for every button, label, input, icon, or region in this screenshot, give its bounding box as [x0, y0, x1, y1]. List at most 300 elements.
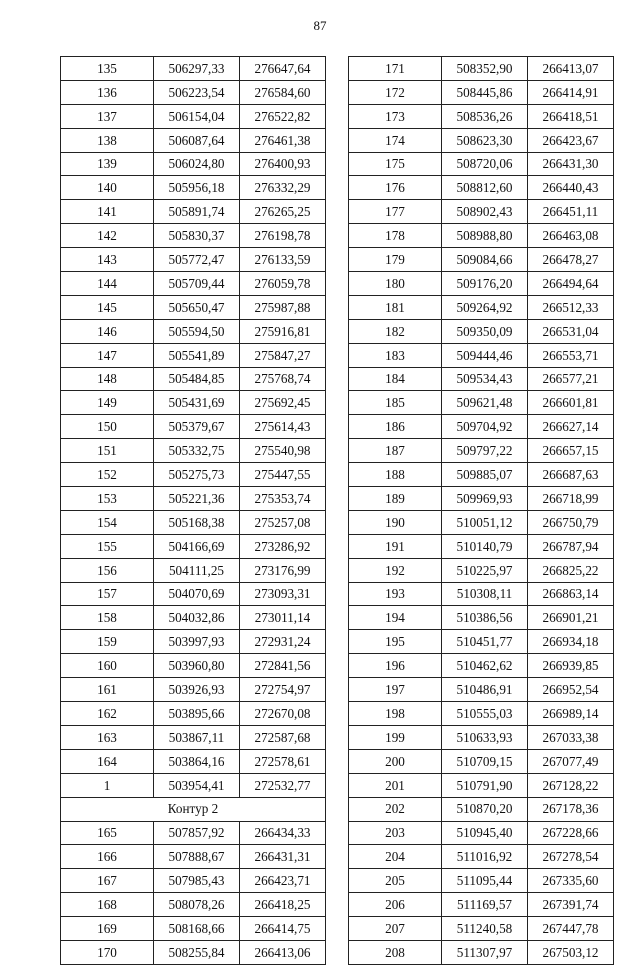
table-row: [349, 725, 614, 749]
point-number-cell: 187: [349, 439, 442, 463]
y-coordinate-cell: 266863,14: [528, 582, 614, 606]
table-row: [61, 582, 326, 606]
table-row: [349, 702, 614, 726]
x-coordinate-cell: 505379,67: [154, 415, 240, 439]
x-coordinate-cell: 505168,38: [154, 510, 240, 534]
table-row: [61, 510, 326, 534]
point-number-cell: 147: [61, 343, 154, 367]
y-coordinate-cell: 267077,49: [528, 749, 614, 773]
table-row: [61, 439, 326, 463]
point-number-cell: 202: [349, 797, 442, 821]
x-coordinate-cell: 509969,93: [442, 487, 528, 511]
table-row: [61, 678, 326, 702]
y-coordinate-cell: 272754,97: [240, 678, 326, 702]
table-row: [61, 940, 326, 964]
x-coordinate-cell: 505332,75: [154, 439, 240, 463]
y-coordinate-cell: 275987,88: [240, 295, 326, 319]
y-coordinate-cell: 266553,71: [528, 343, 614, 367]
table-row: [349, 463, 614, 487]
table-row: [61, 295, 326, 319]
x-coordinate-cell: 508902,43: [442, 200, 528, 224]
x-coordinate-cell: 504032,86: [154, 606, 240, 630]
y-coordinate-cell: 266825,22: [528, 558, 614, 582]
point-number-cell: 186: [349, 415, 442, 439]
section-header-row: [61, 797, 326, 821]
x-coordinate-cell: 510633,93: [442, 725, 528, 749]
point-number-cell: 183: [349, 343, 442, 367]
x-coordinate-cell: 509444,46: [442, 343, 528, 367]
y-coordinate-cell: 267391,74: [528, 893, 614, 917]
table-row: [61, 463, 326, 487]
point-number-cell: 158: [61, 606, 154, 630]
table-row: [349, 367, 614, 391]
y-coordinate-cell: 272670,08: [240, 702, 326, 726]
y-coordinate-cell: 266478,27: [528, 248, 614, 272]
table-row: [349, 510, 614, 534]
y-coordinate-cell: 266413,07: [528, 57, 614, 81]
x-coordinate-cell: 505541,89: [154, 343, 240, 367]
x-coordinate-cell: 509534,43: [442, 367, 528, 391]
table-row: [61, 415, 326, 439]
x-coordinate-cell: 503864,16: [154, 749, 240, 773]
point-number-cell: 168: [61, 893, 154, 917]
point-number-cell: 185: [349, 391, 442, 415]
table-row: [349, 104, 614, 128]
point-number-cell: 172: [349, 80, 442, 104]
y-coordinate-cell: 273286,92: [240, 534, 326, 558]
y-coordinate-cell: 266434,33: [240, 821, 326, 845]
x-coordinate-cell: 503867,11: [154, 725, 240, 749]
y-coordinate-cell: 276265,25: [240, 200, 326, 224]
table-row: [349, 80, 614, 104]
point-number-cell: 180: [349, 272, 442, 296]
x-coordinate-cell: 503954,41: [154, 773, 240, 797]
y-coordinate-cell: 276332,29: [240, 176, 326, 200]
point-number-cell: 1: [61, 773, 154, 797]
x-coordinate-cell: 510486,91: [442, 678, 528, 702]
x-coordinate-cell: 506223,54: [154, 80, 240, 104]
y-coordinate-cell: 276522,82: [240, 104, 326, 128]
y-coordinate-cell: 267178,36: [528, 797, 614, 821]
y-coordinate-cell: 273176,99: [240, 558, 326, 582]
point-number-cell: 166: [61, 845, 154, 869]
point-number-cell: 203: [349, 821, 442, 845]
x-coordinate-cell: 511240,58: [442, 917, 528, 941]
table-row: [349, 654, 614, 678]
page-number: 87: [313, 18, 327, 33]
table-row: [61, 487, 326, 511]
y-coordinate-cell: 267447,78: [528, 917, 614, 941]
point-number-cell: 149: [61, 391, 154, 415]
point-number-cell: 173: [349, 104, 442, 128]
table-row: [349, 57, 614, 81]
x-coordinate-cell: 510225,97: [442, 558, 528, 582]
x-coordinate-cell: 511095,44: [442, 869, 528, 893]
x-coordinate-cell: 510051,12: [442, 510, 528, 534]
x-coordinate-cell: 506087,64: [154, 128, 240, 152]
table-row: [349, 224, 614, 248]
x-coordinate-cell: 509797,22: [442, 439, 528, 463]
y-coordinate-cell: 273011,14: [240, 606, 326, 630]
y-coordinate-cell: 276059,78: [240, 272, 326, 296]
y-coordinate-cell: 266423,71: [240, 869, 326, 893]
y-coordinate-cell: 275540,98: [240, 439, 326, 463]
x-coordinate-cell: 510555,03: [442, 702, 528, 726]
point-number-cell: 199: [349, 725, 442, 749]
x-coordinate-cell: 510791,90: [442, 773, 528, 797]
point-number-cell: 175: [349, 152, 442, 176]
x-coordinate-cell: 508536,26: [442, 104, 528, 128]
table-row: [61, 821, 326, 845]
y-coordinate-cell: 272841,56: [240, 654, 326, 678]
x-coordinate-cell: 511169,57: [442, 893, 528, 917]
x-coordinate-cell: 504166,69: [154, 534, 240, 558]
table-row: [61, 606, 326, 630]
point-number-cell: 205: [349, 869, 442, 893]
point-number-cell: 192: [349, 558, 442, 582]
point-number-cell: 143: [61, 248, 154, 272]
point-number-cell: 171: [349, 57, 442, 81]
point-number-cell: 165: [61, 821, 154, 845]
point-number-cell: 196: [349, 654, 442, 678]
point-number-cell: 157: [61, 582, 154, 606]
table-row: [349, 917, 614, 941]
y-coordinate-cell: 266512,33: [528, 295, 614, 319]
table-row: [349, 869, 614, 893]
table-row: [349, 797, 614, 821]
y-coordinate-cell: 272931,24: [240, 630, 326, 654]
x-coordinate-cell: 510945,40: [442, 821, 528, 845]
table-row: [61, 773, 326, 797]
point-number-cell: 174: [349, 128, 442, 152]
x-coordinate-cell: 510386,56: [442, 606, 528, 630]
y-coordinate-cell: 266657,15: [528, 439, 614, 463]
y-coordinate-cell: 275768,74: [240, 367, 326, 391]
x-coordinate-cell: 505484,85: [154, 367, 240, 391]
y-coordinate-cell: 276461,38: [240, 128, 326, 152]
y-coordinate-cell: 266418,25: [240, 893, 326, 917]
x-coordinate-cell: 508352,90: [442, 57, 528, 81]
point-number-cell: 140: [61, 176, 154, 200]
point-number-cell: 167: [61, 869, 154, 893]
point-number-cell: 182: [349, 319, 442, 343]
x-coordinate-cell: 505650,47: [154, 295, 240, 319]
coordinates-table-right: [348, 56, 614, 965]
y-coordinate-cell: 266494,64: [528, 272, 614, 296]
table-row: [349, 248, 614, 272]
point-number-cell: 152: [61, 463, 154, 487]
y-coordinate-cell: 266414,75: [240, 917, 326, 941]
y-coordinate-cell: 266627,14: [528, 415, 614, 439]
table-row: [349, 678, 614, 702]
point-number-cell: 179: [349, 248, 442, 272]
point-number-cell: 198: [349, 702, 442, 726]
table-row: [61, 749, 326, 773]
x-coordinate-cell: 510451,77: [442, 630, 528, 654]
x-coordinate-cell: 508078,26: [154, 893, 240, 917]
x-coordinate-cell: 507985,43: [154, 869, 240, 893]
point-number-cell: 194: [349, 606, 442, 630]
point-number-cell: 144: [61, 272, 154, 296]
y-coordinate-cell: 276198,78: [240, 224, 326, 248]
point-number-cell: 145: [61, 295, 154, 319]
table-row: [61, 152, 326, 176]
table-row: [349, 391, 614, 415]
point-number-cell: 170: [61, 940, 154, 964]
point-number-cell: 190: [349, 510, 442, 534]
point-number-cell: 193: [349, 582, 442, 606]
table-row: [349, 295, 614, 319]
x-coordinate-cell: 508812,60: [442, 176, 528, 200]
y-coordinate-cell: 272587,68: [240, 725, 326, 749]
table-row: [349, 821, 614, 845]
x-coordinate-cell: 503926,93: [154, 678, 240, 702]
y-coordinate-cell: 267228,66: [528, 821, 614, 845]
y-coordinate-cell: 275447,55: [240, 463, 326, 487]
y-coordinate-cell: 275847,27: [240, 343, 326, 367]
y-coordinate-cell: 272578,61: [240, 749, 326, 773]
y-coordinate-cell: 266431,31: [240, 845, 326, 869]
x-coordinate-cell: 510308,11: [442, 582, 528, 606]
table-row: [61, 57, 326, 81]
x-coordinate-cell: 509176,20: [442, 272, 528, 296]
y-coordinate-cell: 266952,54: [528, 678, 614, 702]
x-coordinate-cell: 505221,36: [154, 487, 240, 511]
y-coordinate-cell: 266451,11: [528, 200, 614, 224]
table-row: [61, 272, 326, 296]
point-number-cell: 150: [61, 415, 154, 439]
x-coordinate-cell: 510462,62: [442, 654, 528, 678]
point-number-cell: 146: [61, 319, 154, 343]
x-coordinate-cell: 508720,06: [442, 152, 528, 176]
y-coordinate-cell: 267128,22: [528, 773, 614, 797]
x-coordinate-cell: 505956,18: [154, 176, 240, 200]
x-coordinate-cell: 507857,92: [154, 821, 240, 845]
table-row: [349, 415, 614, 439]
point-number-cell: 163: [61, 725, 154, 749]
point-number-cell: 156: [61, 558, 154, 582]
x-coordinate-cell: 509350,09: [442, 319, 528, 343]
x-coordinate-cell: 509264,92: [442, 295, 528, 319]
point-number-cell: 189: [349, 487, 442, 511]
y-coordinate-cell: 276647,64: [240, 57, 326, 81]
y-coordinate-cell: 266414,91: [528, 80, 614, 104]
table-row: [61, 558, 326, 582]
y-coordinate-cell: 266601,81: [528, 391, 614, 415]
table-row: [61, 176, 326, 200]
x-coordinate-cell: 505594,50: [154, 319, 240, 343]
table-row: [61, 869, 326, 893]
y-coordinate-cell: 266787,94: [528, 534, 614, 558]
table-row: [349, 606, 614, 630]
table-row: [349, 893, 614, 917]
table-row: [349, 487, 614, 511]
x-coordinate-cell: 504070,69: [154, 582, 240, 606]
y-coordinate-cell: 275257,08: [240, 510, 326, 534]
point-number-cell: 164: [61, 749, 154, 773]
x-coordinate-cell: 504111,25: [154, 558, 240, 582]
x-coordinate-cell: 503997,93: [154, 630, 240, 654]
table-row: [61, 80, 326, 104]
point-number-cell: 151: [61, 439, 154, 463]
x-coordinate-cell: 510870,20: [442, 797, 528, 821]
point-number-cell: 195: [349, 630, 442, 654]
y-coordinate-cell: 266687,63: [528, 463, 614, 487]
y-coordinate-cell: 266934,18: [528, 630, 614, 654]
x-coordinate-cell: 505431,69: [154, 391, 240, 415]
point-number-cell: 191: [349, 534, 442, 558]
y-coordinate-cell: 275916,81: [240, 319, 326, 343]
x-coordinate-cell: 510140,79: [442, 534, 528, 558]
point-number-cell: 197: [349, 678, 442, 702]
y-coordinate-cell: 275614,43: [240, 415, 326, 439]
table-row: [349, 582, 614, 606]
y-coordinate-cell: 266463,08: [528, 224, 614, 248]
y-coordinate-cell: 266718,99: [528, 487, 614, 511]
table-row: [61, 702, 326, 726]
point-number-cell: 169: [61, 917, 154, 941]
y-coordinate-cell: 275353,74: [240, 487, 326, 511]
table-row: [61, 128, 326, 152]
y-coordinate-cell: 266531,04: [528, 319, 614, 343]
x-coordinate-cell: 508623,30: [442, 128, 528, 152]
y-coordinate-cell: 273093,31: [240, 582, 326, 606]
table-row: [61, 893, 326, 917]
point-number-cell: 159: [61, 630, 154, 654]
y-coordinate-cell: 266989,14: [528, 702, 614, 726]
x-coordinate-cell: 509084,66: [442, 248, 528, 272]
y-coordinate-cell: 266901,21: [528, 606, 614, 630]
x-coordinate-cell: 506154,04: [154, 104, 240, 128]
point-number-cell: 153: [61, 487, 154, 511]
x-coordinate-cell: 507888,67: [154, 845, 240, 869]
point-number-cell: 154: [61, 510, 154, 534]
table-row: [61, 367, 326, 391]
point-number-cell: 204: [349, 845, 442, 869]
point-number-cell: 178: [349, 224, 442, 248]
y-coordinate-cell: 266423,67: [528, 128, 614, 152]
point-number-cell: 155: [61, 534, 154, 558]
point-number-cell: 139: [61, 152, 154, 176]
point-number-cell: 162: [61, 702, 154, 726]
point-number-cell: 160: [61, 654, 154, 678]
point-number-cell: 141: [61, 200, 154, 224]
point-number-cell: 148: [61, 367, 154, 391]
x-coordinate-cell: 508988,80: [442, 224, 528, 248]
table-row: [349, 343, 614, 367]
table-row: [349, 176, 614, 200]
table-row: [61, 104, 326, 128]
y-coordinate-cell: 267278,54: [528, 845, 614, 869]
y-coordinate-cell: 266413,06: [240, 940, 326, 964]
table-row: [349, 152, 614, 176]
table-row: [61, 630, 326, 654]
x-coordinate-cell: 509704,92: [442, 415, 528, 439]
y-coordinate-cell: 276133,59: [240, 248, 326, 272]
x-coordinate-cell: 508445,86: [442, 80, 528, 104]
x-coordinate-cell: 508168,66: [154, 917, 240, 941]
point-number-cell: 138: [61, 128, 154, 152]
point-number-cell: 206: [349, 893, 442, 917]
y-coordinate-cell: 267033,38: [528, 725, 614, 749]
y-coordinate-cell: 266431,30: [528, 152, 614, 176]
x-coordinate-cell: 511307,97: [442, 940, 528, 964]
point-number-cell: 161: [61, 678, 154, 702]
x-coordinate-cell: 508255,84: [154, 940, 240, 964]
section-label: Контур 2: [61, 797, 326, 821]
x-coordinate-cell: 511016,92: [442, 845, 528, 869]
coordinates-table-left: [60, 56, 326, 965]
point-number-cell: 184: [349, 367, 442, 391]
table-row: [61, 725, 326, 749]
table-row: [349, 630, 614, 654]
y-coordinate-cell: 266440,43: [528, 176, 614, 200]
x-coordinate-cell: 503895,66: [154, 702, 240, 726]
table-row: [349, 749, 614, 773]
x-coordinate-cell: 505709,44: [154, 272, 240, 296]
table-row: [61, 845, 326, 869]
table-row: [349, 773, 614, 797]
y-coordinate-cell: 275692,45: [240, 391, 326, 415]
table-row: [61, 391, 326, 415]
y-coordinate-cell: 266750,79: [528, 510, 614, 534]
y-coordinate-cell: 266939,85: [528, 654, 614, 678]
x-coordinate-cell: 503960,80: [154, 654, 240, 678]
y-coordinate-cell: 267335,60: [528, 869, 614, 893]
point-number-cell: 135: [61, 57, 154, 81]
x-coordinate-cell: 505275,73: [154, 463, 240, 487]
y-coordinate-cell: 266418,51: [528, 104, 614, 128]
table-row: [61, 248, 326, 272]
table-row: [349, 439, 614, 463]
table-row: [349, 200, 614, 224]
point-number-cell: 200: [349, 749, 442, 773]
table-row: [61, 200, 326, 224]
table-row: [349, 319, 614, 343]
y-coordinate-cell: 276584,60: [240, 80, 326, 104]
x-coordinate-cell: 509885,07: [442, 463, 528, 487]
table-row: [61, 654, 326, 678]
x-coordinate-cell: 506297,33: [154, 57, 240, 81]
table-row: [349, 272, 614, 296]
point-number-cell: 201: [349, 773, 442, 797]
table-row: [349, 940, 614, 964]
point-number-cell: 181: [349, 295, 442, 319]
table-row: [61, 319, 326, 343]
point-number-cell: 208: [349, 940, 442, 964]
x-coordinate-cell: 505891,74: [154, 200, 240, 224]
x-coordinate-cell: 505772,47: [154, 248, 240, 272]
x-coordinate-cell: 506024,80: [154, 152, 240, 176]
table-row: [349, 845, 614, 869]
point-number-cell: 142: [61, 224, 154, 248]
point-number-cell: 176: [349, 176, 442, 200]
y-coordinate-cell: 272532,77: [240, 773, 326, 797]
table-row: [61, 224, 326, 248]
table-row: [349, 558, 614, 582]
table-row: [61, 534, 326, 558]
table-row: [61, 343, 326, 367]
point-number-cell: 137: [61, 104, 154, 128]
x-coordinate-cell: 510709,15: [442, 749, 528, 773]
point-number-cell: 207: [349, 917, 442, 941]
point-number-cell: 188: [349, 463, 442, 487]
y-coordinate-cell: 267503,12: [528, 940, 614, 964]
x-coordinate-cell: 505830,37: [154, 224, 240, 248]
point-number-cell: 177: [349, 200, 442, 224]
table-row: [349, 128, 614, 152]
y-coordinate-cell: 276400,93: [240, 152, 326, 176]
